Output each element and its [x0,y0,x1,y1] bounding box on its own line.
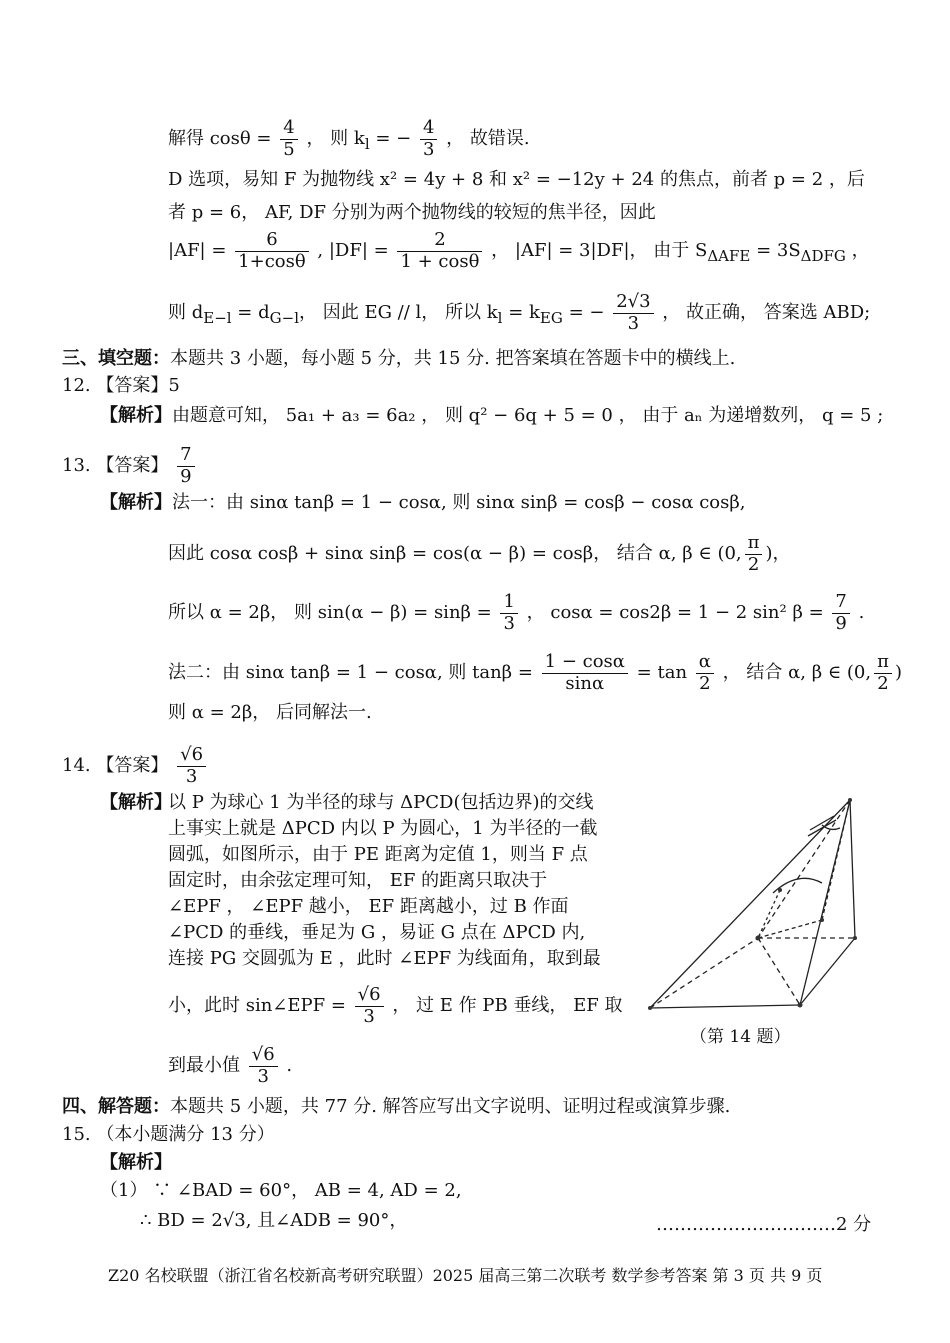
subscript: G−l [269,308,299,327]
fraction [696,652,714,694]
text: ， 则 k [306,128,365,150]
q14-line-5: ∠EPF ， ∠EPF 越小， EF 距离越小，过 B 作面 [168,896,569,917]
q12-answer [62,373,180,399]
subscript: l [364,134,370,153]
section-desc: 本题共 3 小题，每小题 5 分，共 15 分. 把答案填在答题卡中的横线上. [170,348,736,369]
fraction [874,652,892,694]
frac-den: 3 [363,1005,375,1027]
frac-den: 2 [747,553,760,575]
point-c [853,936,857,940]
fraction [280,118,297,160]
q13-analysis-line-3 [168,592,864,634]
q14-line-7: 连接 PG 交圆弧为 E ，此时 ∠EPF 为线面角，取到最 [168,948,601,969]
text: , |DF| = [317,240,389,262]
text: 到最小值 [168,1055,240,1077]
frac-num: α [696,652,714,674]
frac-num: 7 [177,445,194,467]
q14-figure-caption: （第 14 题） [690,1027,791,1047]
frac-num: 4 [280,118,297,140]
interval-close: )， [765,543,791,565]
frac-num: 2 [397,230,482,252]
text: ， 故正确， 答案选 ABD; [662,302,871,324]
answer-label: 13. 【答案】 [62,455,169,477]
fraction [249,1045,278,1087]
frac-den: 1 + cosθ [400,250,480,272]
q14-line-2: 上事实上就是 ΔPCD 内以 P 为圆心，1 为半径的一截 [168,818,598,839]
edge-ad [650,1005,800,1008]
fraction [542,652,628,694]
text: 法二：由 sinα tanβ = 1 − cosα, 则 tanβ = [168,662,533,684]
subscript: l [497,308,503,327]
q14-line-6: ∠PCD 的垂线，垂足为 G ，易证 G 点在 ΔPCD 内, [168,922,586,943]
option-d-line-3 [168,230,870,272]
fraction [355,985,384,1027]
q14-analysis-label [100,790,172,816]
point-e [778,888,782,892]
text: = tan [636,662,688,684]
edge-pa [650,800,850,1008]
q14-line-9 [168,1045,292,1087]
text: |AF| = [168,240,227,262]
fraction [745,533,763,575]
fraction [420,118,437,160]
q14-line-1: 以 P 为球心 1 为半径的球与 ΔPCD(包括边界)的交线 [168,792,594,813]
edge-ab-hidden [650,938,758,1008]
option-d-line-2: 者 p = 6， AF, DF 分别为两个抛物线的较短的焦半径，因此 [168,202,656,223]
frac-den: 3 [627,312,640,334]
text: 则 d [168,302,204,324]
answer-fraction [177,745,206,787]
frac-num: √6 [249,1045,278,1067]
q13-analysis-line-5: 则 α = 2β， 后同解法一. [168,702,372,723]
frac-den: sinα [565,672,605,694]
frac-den: 2 [877,672,889,694]
text: 解得 cosθ = [168,128,272,150]
frac-num: π [745,533,763,555]
answer-label: 14. 【答案】 [62,755,169,777]
fraction [500,592,517,634]
text: ， 因此 EG // l， 所以 k [299,302,498,324]
section-title: 四、解答题： [62,1096,170,1117]
q15-line-1: （1） ∵ ∠BAD = 60°， AB = 4, AD = 2, [100,1180,462,1201]
frac-num: 1 − cosα [542,652,628,674]
text: . [858,602,865,624]
interval-open: (0, [846,662,872,684]
subscript: ΔDFG [800,246,846,265]
text: 小，此时 sin∠EPF = [168,995,346,1017]
frac-num: 1 [500,592,517,614]
subscript: EG [539,308,563,327]
text: = 3S [750,240,801,262]
frac-num: 6 [235,230,309,252]
line-ef [758,890,780,938]
analysis-label: 【解析】 [100,405,172,426]
text: = − [375,128,412,150]
frac-den: 3 [422,138,435,160]
interval-close: ) [894,662,902,684]
frac-den: 9 [180,465,192,487]
subscript: ΔAFE [707,246,751,265]
interval-open: (0, [717,543,742,565]
frac-den: 5 [283,138,295,160]
section-4-heading [62,1094,730,1120]
text: ， cosα = cos2β = 1 − 2 sin² β = [526,602,824,624]
text: = k [502,302,540,324]
q13-analysis-line-1 [100,490,746,516]
point-g [820,918,824,922]
q13-answer [62,445,198,487]
text: = d [231,302,270,324]
frac-den: 3 [257,1065,269,1087]
text: ， 结合 α, β ∈ [722,662,842,684]
q14-pyramid-figure [640,790,870,1020]
text: . [286,1055,293,1077]
text: 所以 α = 2β， 则 sin(α − β) = sinβ = [168,602,492,624]
fraction [613,292,653,334]
option-c-conclusion [168,118,530,160]
section-3-heading [62,346,735,372]
fraction [832,592,849,634]
frac-num: √6 [355,985,384,1007]
edge-bd-hidden [758,938,800,1005]
frac-num: 2√3 [613,292,653,314]
answer-label: 12. 【答案】 [62,375,169,396]
frac-num: π [874,652,892,674]
analysis-label: 【解析】 [100,792,172,813]
point-b [756,936,761,941]
text: = − [562,302,605,324]
frac-den: 3 [503,612,515,634]
frac-num: √6 [177,745,206,767]
frac-den: 3 [185,765,198,787]
frac-den: 9 [835,612,847,634]
text: ， |AF| = 3|DF|， 由于 S [491,240,708,262]
q15-line-2: ∴ BD = 2√3, 且∠ADB = 90°， [140,1210,408,1231]
q14-line-4: 固定时，由余弦定理可知， EF 的距离只取决于 [168,870,548,891]
section-desc: 本题共 5 小题，共 77 分. 解答应写出文字说明、证明过程或演算步骤. [170,1096,731,1117]
analysis-text: 法一：由 sinα tanβ = 1 − cosα, 则 sinα sinβ = cosβ − cosα cosβ, [172,492,746,513]
point-a [648,1006,652,1010]
section-title: 三、填空题： [62,348,170,369]
q14-answer [62,745,209,787]
frac-num: 4 [420,118,437,140]
point-p [848,798,852,802]
frac-den: 1+cosθ [238,250,306,272]
fraction [397,230,482,272]
frac-den: 2 [699,672,711,694]
analysis-label: 【解析】 [100,492,172,513]
point-d [798,1003,803,1008]
text: ， 故错误. [446,128,530,150]
edge-pb-hidden [758,800,850,938]
q13-analysis-line-4 [168,652,902,694]
text: ， 过 E 作 PB 垂线， EF 取 [392,995,623,1017]
q15-title: 15. （本小题满分 13 分） [62,1124,275,1145]
edge-pc [850,800,855,938]
option-d-line-1: D 选项，易知 F 为抛物线 x² = 4y + 8 和 x² = −12y + 24 的焦点，前者 p = 2 ，后 [168,169,865,190]
analysis-text: 由题意可知， 5a₁ + a₃ = 6a₂ ， 则 q² − 6q + 5 = 0 ， 由于 aₙ 为递增数列， q = 5 ; [172,405,884,426]
q12-analysis [100,403,883,429]
fraction [235,230,309,272]
q14-line-8 [168,985,623,1027]
option-d-line-4 [168,292,870,334]
q15-score: …………………………2 分 [656,1214,872,1235]
q13-analysis-line-2 [168,533,791,575]
answer-value: 5 [168,375,180,396]
subscript: E−l [203,308,232,327]
page-footer: Z20 名校联盟（浙江省名校新高考研究联盟）2025 届高三第二次联考 数学参考答案 第 3 页 共 9 页 [108,1266,823,1285]
frac-num: 7 [832,592,849,614]
answer-fraction [177,445,194,487]
q14-line-3: 圆弧，如图所示，由于 PE 距离为定值 1，则当 F 点 [168,844,588,865]
text: ， [845,240,870,262]
text: 因此 cosα cosβ + sinα sinβ = cos(α − β) = cosβ， 结合 α, β ∈ [168,543,712,565]
q15-analysis-label: 【解析】 [100,1152,172,1173]
